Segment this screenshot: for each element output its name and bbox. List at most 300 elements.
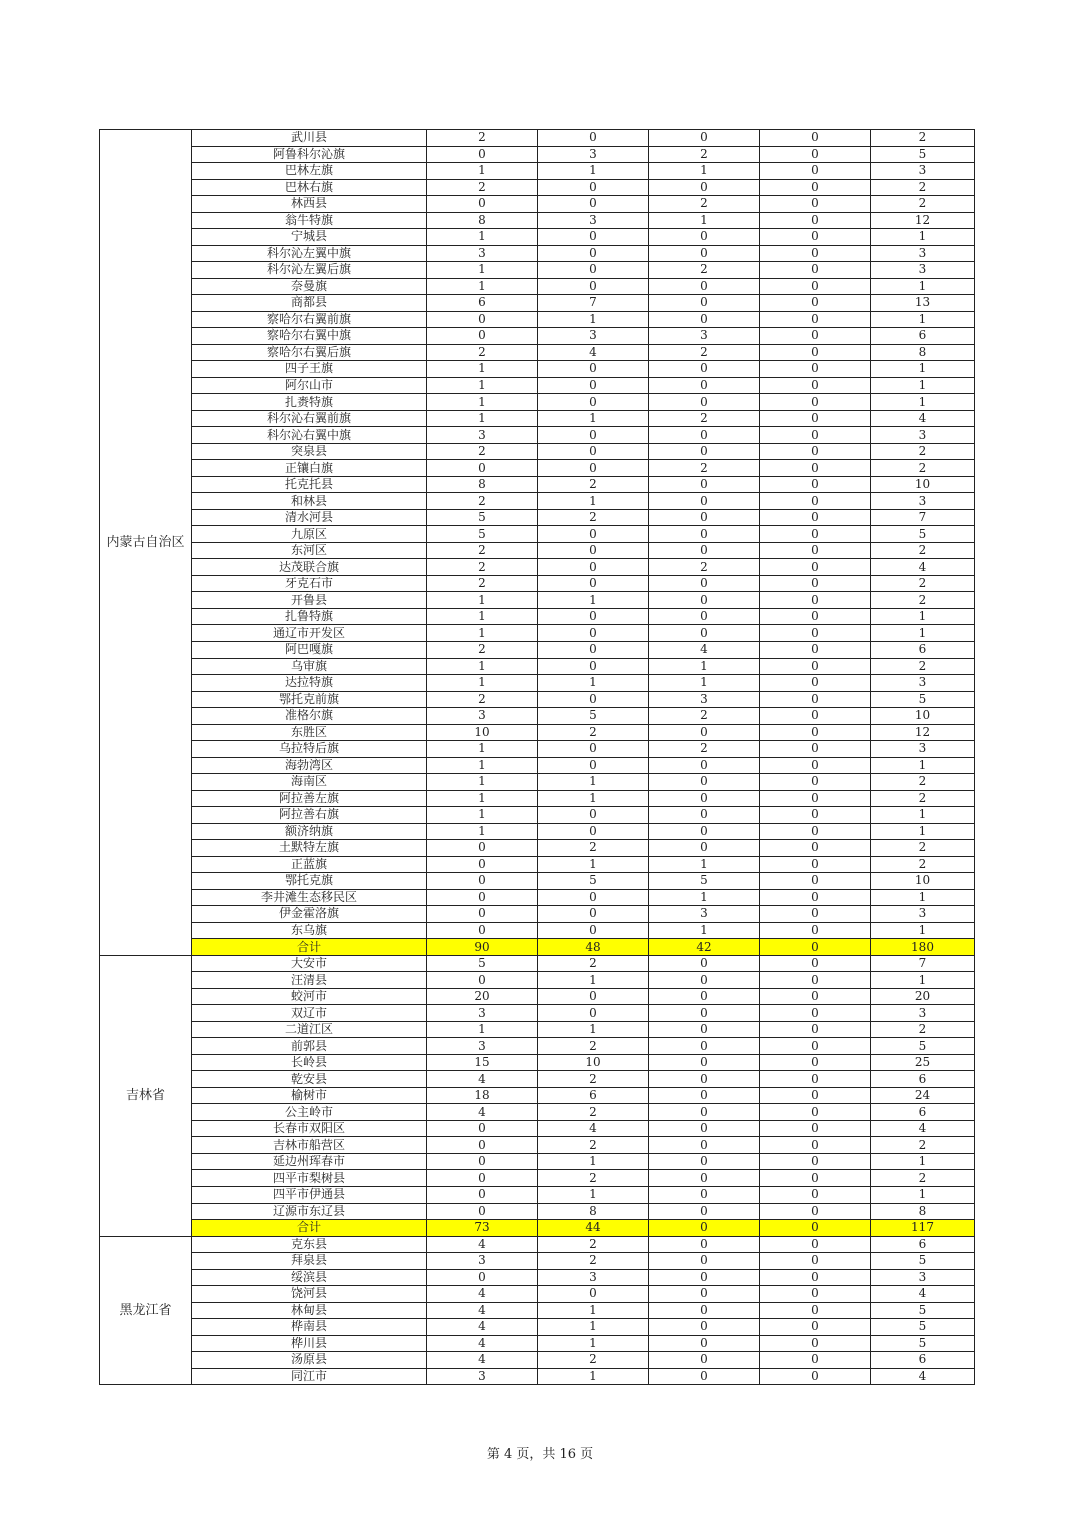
value-cell: 0 [760, 1269, 871, 1286]
value-cell: 1 [538, 592, 649, 609]
county-name-cell: 饶河县 [192, 1286, 427, 1303]
table-row [100, 542, 975, 559]
value-cell: 18 [427, 1087, 538, 1104]
value-cell: 0 [427, 328, 538, 345]
total-row [100, 1220, 975, 1237]
table-row [100, 1137, 975, 1154]
table-row [100, 856, 975, 873]
table-row [100, 443, 975, 460]
value-cell: 0 [760, 410, 871, 427]
value-cell: 20 [427, 988, 538, 1005]
value-cell: 1 [538, 311, 649, 328]
value-cell: 2 [538, 1104, 649, 1121]
value-cell: 2 [427, 575, 538, 592]
county-name-cell: 公主岭市 [192, 1104, 427, 1121]
value-cell: 0 [649, 443, 760, 460]
table-row [100, 295, 975, 312]
value-cell: 1 [871, 394, 975, 411]
table-row [100, 559, 975, 576]
value-cell: 10 [871, 708, 975, 725]
value-cell: 0 [760, 1220, 871, 1237]
province-cell: 黑龙江省 [100, 1236, 192, 1385]
value-cell: 0 [427, 922, 538, 939]
value-cell: 2 [871, 1021, 975, 1038]
value-cell: 6 [871, 1236, 975, 1253]
county-name-cell: 汪清县 [192, 972, 427, 989]
value-cell: 2 [427, 542, 538, 559]
value-cell: 1 [538, 493, 649, 510]
value-cell: 0 [649, 377, 760, 394]
value-cell: 0 [649, 1104, 760, 1121]
value-cell: 0 [427, 840, 538, 857]
county-name-cell: 土默特左旗 [192, 840, 427, 857]
value-cell: 3 [427, 1368, 538, 1385]
county-name-cell: 林甸县 [192, 1302, 427, 1319]
county-name-cell: 商都县 [192, 295, 427, 312]
value-cell: 1 [427, 790, 538, 807]
table-row [100, 245, 975, 262]
value-cell: 0 [760, 1120, 871, 1137]
value-cell: 0 [538, 245, 649, 262]
value-cell: 6 [871, 328, 975, 345]
value-cell: 0 [760, 509, 871, 526]
county-name-cell: 桦川县 [192, 1335, 427, 1352]
value-cell: 0 [760, 592, 871, 609]
table-row [100, 675, 975, 692]
value-cell: 0 [760, 1302, 871, 1319]
value-cell: 1 [427, 1021, 538, 1038]
value-cell: 0 [538, 229, 649, 246]
county-name-cell: 双辽市 [192, 1005, 427, 1022]
value-cell: 2 [649, 708, 760, 725]
value-cell: 3 [871, 245, 975, 262]
county-name-cell: 海勃湾区 [192, 757, 427, 774]
value-cell: 2 [871, 130, 975, 147]
county-name-cell: 扎赉特旗 [192, 394, 427, 411]
value-cell: 0 [649, 476, 760, 493]
value-cell: 1 [871, 229, 975, 246]
value-cell: 0 [649, 1253, 760, 1270]
county-name-cell: 阿巴嘎旗 [192, 641, 427, 658]
table-row [100, 1153, 975, 1170]
value-cell: 1 [427, 163, 538, 180]
table-row [100, 1071, 975, 1088]
value-cell: 0 [649, 1137, 760, 1154]
table-row [100, 130, 975, 147]
value-cell: 0 [649, 592, 760, 609]
county-name-cell: 乌拉特后旗 [192, 741, 427, 758]
value-cell: 1 [538, 1335, 649, 1352]
table-row [100, 741, 975, 758]
value-cell: 0 [760, 542, 871, 559]
value-cell: 1 [427, 262, 538, 279]
table-row [100, 774, 975, 791]
value-cell: 0 [760, 1104, 871, 1121]
value-cell: 0 [427, 889, 538, 906]
value-cell: 3 [871, 163, 975, 180]
value-cell: 7 [871, 955, 975, 972]
value-cell: 3 [427, 708, 538, 725]
county-name-cell: 阿拉善左旗 [192, 790, 427, 807]
county-name-cell: 开鲁县 [192, 592, 427, 609]
value-cell: 2 [871, 774, 975, 791]
value-cell: 10 [871, 476, 975, 493]
value-cell: 2 [649, 344, 760, 361]
value-cell: 1 [871, 1187, 975, 1204]
county-name-cell: 克东县 [192, 1236, 427, 1253]
value-cell: 1 [871, 757, 975, 774]
county-name-cell: 宁城县 [192, 229, 427, 246]
table-row [100, 757, 975, 774]
county-name-cell: 李井滩生态移民区 [192, 889, 427, 906]
value-cell: 48 [538, 939, 649, 956]
value-cell: 0 [760, 493, 871, 510]
value-cell: 0 [760, 1319, 871, 1336]
value-cell: 0 [538, 377, 649, 394]
value-cell: 42 [649, 939, 760, 956]
table-row [100, 625, 975, 642]
county-name-cell: 科尔沁左翼中旗 [192, 245, 427, 262]
table-row [100, 988, 975, 1005]
value-cell: 1 [649, 658, 760, 675]
table-row [100, 1302, 975, 1319]
table-row [100, 460, 975, 477]
value-cell: 0 [760, 344, 871, 361]
value-cell: 0 [538, 922, 649, 939]
value-cell: 1 [871, 823, 975, 840]
value-cell: 2 [427, 179, 538, 196]
value-cell: 6 [871, 1352, 975, 1369]
value-cell: 3 [427, 1005, 538, 1022]
value-cell: 3 [538, 146, 649, 163]
value-cell: 2 [427, 344, 538, 361]
value-cell: 0 [649, 1269, 760, 1286]
value-cell: 5 [427, 526, 538, 543]
table-row [100, 575, 975, 592]
table-row [100, 906, 975, 923]
value-cell: 0 [538, 625, 649, 642]
table-row [100, 328, 975, 345]
table-row [100, 955, 975, 972]
value-cell: 0 [427, 146, 538, 163]
value-cell: 0 [649, 972, 760, 989]
value-cell: 0 [538, 262, 649, 279]
value-cell: 0 [649, 278, 760, 295]
value-cell: 44 [538, 1220, 649, 1237]
value-cell: 0 [649, 1319, 760, 1336]
value-cell: 0 [427, 906, 538, 923]
value-cell: 5 [871, 1302, 975, 1319]
value-cell: 0 [760, 955, 871, 972]
table-row [100, 427, 975, 444]
value-cell: 90 [427, 939, 538, 956]
value-cell: 0 [760, 1054, 871, 1071]
county-name-cell: 二道江区 [192, 1021, 427, 1038]
value-cell: 2 [871, 658, 975, 675]
value-cell: 1 [871, 972, 975, 989]
value-cell: 5 [871, 526, 975, 543]
value-cell: 4 [538, 1120, 649, 1137]
table-row [100, 212, 975, 229]
value-cell: 0 [760, 460, 871, 477]
value-cell: 2 [538, 1071, 649, 1088]
value-cell: 6 [427, 295, 538, 312]
value-cell: 0 [760, 856, 871, 873]
value-cell: 5 [538, 873, 649, 890]
county-name-cell: 察哈尔右翼中旗 [192, 328, 427, 345]
value-cell: 0 [538, 741, 649, 758]
county-name-cell: 榆树市 [192, 1087, 427, 1104]
value-cell: 0 [760, 163, 871, 180]
value-cell: 1 [538, 1368, 649, 1385]
value-cell: 3 [649, 691, 760, 708]
value-cell: 0 [760, 1187, 871, 1204]
value-cell: 0 [649, 1286, 760, 1303]
county-name-cell: 东胜区 [192, 724, 427, 741]
value-cell: 10 [871, 873, 975, 890]
value-cell: 0 [760, 1005, 871, 1022]
value-cell: 0 [649, 427, 760, 444]
value-cell: 2 [427, 130, 538, 147]
value-cell: 0 [538, 641, 649, 658]
value-cell: 0 [649, 724, 760, 741]
value-cell: 0 [760, 1236, 871, 1253]
table-row [100, 476, 975, 493]
value-cell: 0 [649, 179, 760, 196]
value-cell: 4 [871, 1120, 975, 1137]
value-cell: 1 [427, 377, 538, 394]
table-row [100, 1352, 975, 1369]
table-row [100, 377, 975, 394]
county-name-cell: 吉林市船营区 [192, 1137, 427, 1154]
value-cell: 0 [760, 724, 871, 741]
value-cell: 0 [760, 608, 871, 625]
value-cell: 1 [538, 856, 649, 873]
value-cell: 0 [760, 575, 871, 592]
county-name-cell: 翁牛特旗 [192, 212, 427, 229]
value-cell: 0 [760, 130, 871, 147]
value-cell: 0 [760, 675, 871, 692]
county-name-cell: 辽源市东辽县 [192, 1203, 427, 1220]
value-cell: 0 [649, 1236, 760, 1253]
value-cell: 0 [760, 741, 871, 758]
value-cell: 0 [649, 542, 760, 559]
value-cell: 0 [760, 889, 871, 906]
value-cell: 0 [649, 1302, 760, 1319]
value-cell: 0 [427, 1153, 538, 1170]
county-name-cell: 突泉县 [192, 443, 427, 460]
value-cell: 0 [760, 1038, 871, 1055]
value-cell: 0 [538, 460, 649, 477]
value-cell: 5 [871, 146, 975, 163]
value-cell: 0 [649, 1368, 760, 1385]
county-name-cell: 桦南县 [192, 1319, 427, 1336]
value-cell: 0 [649, 526, 760, 543]
value-cell: 0 [538, 526, 649, 543]
value-cell: 2 [871, 443, 975, 460]
county-name-cell: 鄂托克前旗 [192, 691, 427, 708]
value-cell: 10 [427, 724, 538, 741]
value-cell: 1 [538, 1187, 649, 1204]
value-cell: 0 [760, 229, 871, 246]
value-cell: 20 [871, 988, 975, 1005]
value-cell: 4 [427, 1286, 538, 1303]
table-row [100, 840, 975, 857]
table-row [100, 262, 975, 279]
county-name-cell: 达茂联合旗 [192, 559, 427, 576]
county-name-cell: 四平市梨树县 [192, 1170, 427, 1187]
value-cell: 5 [871, 1038, 975, 1055]
value-cell: 2 [538, 1170, 649, 1187]
county-name-cell: 四子王旗 [192, 361, 427, 378]
value-cell: 3 [649, 906, 760, 923]
value-cell: 0 [760, 1071, 871, 1088]
value-cell: 3 [871, 262, 975, 279]
value-cell: 5 [871, 1335, 975, 1352]
value-cell: 4 [538, 344, 649, 361]
value-cell: 10 [538, 1054, 649, 1071]
county-name-cell: 牙克石市 [192, 575, 427, 592]
value-cell: 6 [871, 1104, 975, 1121]
county-name-cell: 阿拉善右旗 [192, 807, 427, 824]
value-cell: 24 [871, 1087, 975, 1104]
province-cell: 内蒙古自治区 [100, 130, 192, 956]
value-cell: 0 [649, 1170, 760, 1187]
county-name-cell: 东河区 [192, 542, 427, 559]
value-cell: 2 [427, 443, 538, 460]
value-cell: 6 [871, 641, 975, 658]
county-name-cell: 正镶白旗 [192, 460, 427, 477]
value-cell: 12 [871, 724, 975, 741]
county-name-cell: 科尔沁右翼前旗 [192, 410, 427, 427]
value-cell: 0 [760, 361, 871, 378]
county-name-cell: 东乌旗 [192, 922, 427, 939]
value-cell: 2 [649, 262, 760, 279]
value-cell: 4 [427, 1071, 538, 1088]
table-row [100, 1286, 975, 1303]
value-cell: 5 [427, 509, 538, 526]
county-name-cell: 武川县 [192, 130, 427, 147]
value-cell: 0 [538, 608, 649, 625]
value-cell: 0 [760, 658, 871, 675]
value-cell: 0 [760, 1203, 871, 1220]
county-name-cell: 科尔沁右翼中旗 [192, 427, 427, 444]
value-cell: 1 [649, 856, 760, 873]
county-name-cell: 巴林左旗 [192, 163, 427, 180]
value-cell: 0 [538, 196, 649, 213]
value-cell: 4 [871, 410, 975, 427]
county-name-cell: 海南区 [192, 774, 427, 791]
value-cell: 1 [649, 889, 760, 906]
value-cell: 3 [538, 212, 649, 229]
value-cell: 1 [871, 278, 975, 295]
value-cell: 0 [649, 1087, 760, 1104]
county-name-cell: 长岭县 [192, 1054, 427, 1071]
value-cell: 3 [871, 1005, 975, 1022]
value-cell: 8 [538, 1203, 649, 1220]
value-cell: 2 [538, 840, 649, 857]
table-row [100, 1368, 975, 1385]
value-cell: 0 [649, 790, 760, 807]
value-cell: 1 [538, 774, 649, 791]
value-cell: 4 [871, 1286, 975, 1303]
value-cell: 1 [871, 361, 975, 378]
value-cell: 0 [649, 1203, 760, 1220]
value-cell: 0 [760, 311, 871, 328]
value-cell: 0 [760, 922, 871, 939]
value-cell: 0 [427, 972, 538, 989]
value-cell: 3 [649, 328, 760, 345]
value-cell: 0 [649, 493, 760, 510]
value-cell: 0 [760, 262, 871, 279]
value-cell: 0 [760, 1368, 871, 1385]
value-cell: 0 [427, 1170, 538, 1187]
value-cell: 1 [427, 757, 538, 774]
value-cell: 0 [427, 856, 538, 873]
value-cell: 0 [760, 146, 871, 163]
value-cell: 2 [871, 856, 975, 873]
value-cell: 0 [649, 807, 760, 824]
value-cell: 3 [427, 1038, 538, 1055]
value-cell: 0 [427, 460, 538, 477]
value-cell: 1 [538, 1319, 649, 1336]
table-row [100, 641, 975, 658]
value-cell: 2 [649, 146, 760, 163]
value-cell: 3 [427, 1253, 538, 1270]
value-cell: 25 [871, 1054, 975, 1071]
value-cell: 0 [538, 691, 649, 708]
table-row [100, 394, 975, 411]
county-name-cell: 同江市 [192, 1368, 427, 1385]
value-cell: 2 [427, 493, 538, 510]
value-cell: 0 [538, 542, 649, 559]
value-cell: 2 [427, 559, 538, 576]
value-cell: 1 [427, 625, 538, 642]
value-cell: 0 [760, 377, 871, 394]
value-cell: 0 [538, 658, 649, 675]
table-row [100, 1269, 975, 1286]
value-cell: 2 [538, 724, 649, 741]
value-cell: 0 [538, 278, 649, 295]
value-cell: 1 [538, 1302, 649, 1319]
value-cell: 0 [538, 179, 649, 196]
county-name-cell: 九原区 [192, 526, 427, 543]
value-cell: 1 [538, 675, 649, 692]
table-row [100, 1021, 975, 1038]
county-name-cell: 额济纳旗 [192, 823, 427, 840]
value-cell: 0 [538, 559, 649, 576]
value-cell: 3 [427, 245, 538, 262]
value-cell: 0 [649, 245, 760, 262]
county-name-cell: 阿鲁科尔沁旗 [192, 146, 427, 163]
value-cell: 0 [538, 1286, 649, 1303]
value-cell: 4 [649, 641, 760, 658]
table-row [100, 823, 975, 840]
value-cell: 5 [538, 708, 649, 725]
value-cell: 0 [649, 1187, 760, 1204]
value-cell: 2 [871, 575, 975, 592]
county-name-cell: 正蓝旗 [192, 856, 427, 873]
value-cell: 1 [871, 807, 975, 824]
table-row [100, 493, 975, 510]
county-name-cell: 通辽市开发区 [192, 625, 427, 642]
value-cell: 0 [649, 757, 760, 774]
table-row [100, 278, 975, 295]
value-cell: 1 [427, 741, 538, 758]
value-cell: 1 [871, 311, 975, 328]
value-cell: 2 [538, 1137, 649, 1154]
value-cell: 2 [538, 1236, 649, 1253]
